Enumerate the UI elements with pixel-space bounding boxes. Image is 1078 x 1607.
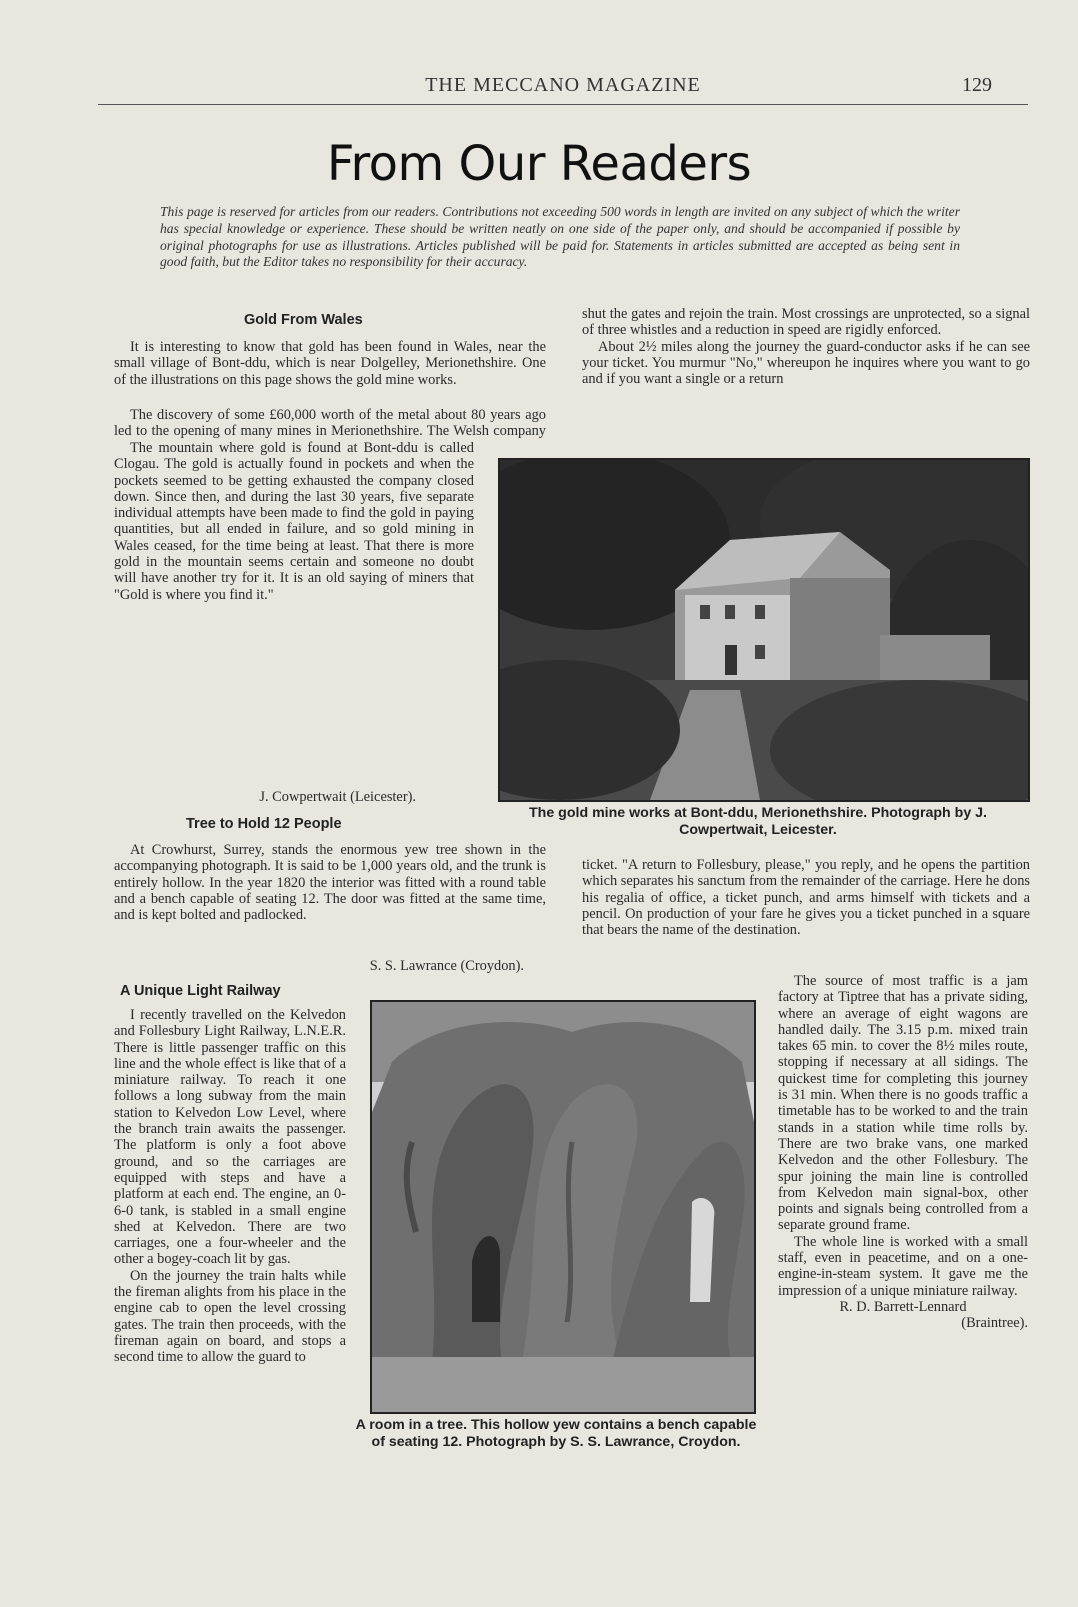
railway-col2-middle [582, 857, 1030, 938]
railway-col1-text [114, 1007, 346, 1366]
railway-col2-right [778, 973, 1028, 1332]
gold-text-narrow [114, 440, 474, 603]
railway-signature-place: (Braintree). [961, 1315, 1028, 1332]
railway-col2-paragraph-5: The whole line is worked with a small staff, even in peacetime, and on a one-engine-in-steam system. It gave me the impression of a unique miniature railway. [778, 1233, 1028, 1299]
gold-intro-text [114, 339, 546, 388]
page-title: From Our Readers [326, 136, 752, 192]
railway-col2-paragraph-2: About 2½ miles along the journey the guard-conductor asks if he can see your ticket. You murmur "No," whereupon he inquires where you want to go and if you want a single or a return [582, 338, 1030, 388]
gold-paragraph-1: It is interesting to know that gold has been found in Wales, near the small village of Bont-ddu, which is near Dolgelley, Merionethshire. One of the illustrations on this page shows the gold mine works. [114, 339, 546, 388]
railway-heading: A Unique Light Railway [120, 983, 281, 999]
page-header [98, 74, 1028, 105]
railway-signature: R. D. Barrett-Lennard [839, 1298, 967, 1315]
gold-mine-image [500, 460, 1028, 800]
yew-tree-image [372, 1002, 754, 1412]
page-number: 129 [962, 74, 992, 96]
railway-paragraph-2: On the journey the train halts while the fireman alights from his place in the engine cab to open the level crossing gates. The train then proceeds, with the fireman again on board, and stops a second time to allow the guard to [114, 1267, 346, 1366]
tree-paragraph-1: At Crowhurst, Surrey, stands the enormous yew tree shown in the accompanying photograph. It is said to be 1,000 years old, and the trunk is entirely hollow. In the year 1820 the interior was fitted with a round table and a bench capable of seating 12. The door was fitted at the same time, and is kept bolted and padlocked. [114, 842, 546, 924]
tree-signature: S. S. Lawrance (Croydon). [369, 958, 524, 974]
tree-photo [370, 1000, 756, 1414]
railway-paragraph-1: I recently travelled on the Kelvedon and Follesbury Light Railway, L.N.E.R. There is little passenger traffic on this line and the whole effect is like that of a miniature railway. To reach it one follows a long subway from the main station to Kelvedon Low Level, where the branch train awaits the passenger. The platform is only a foot above ground, and so the carriages are equipped with steps and have a platform at each end. The engine, an 0-6-0 tank, is stabled in a small engine shed at Kelvedon. There are two carriages, one a four-wheeler and the other a bogey-coach lit by gas. [114, 1007, 346, 1268]
gold-text-wide [114, 407, 546, 441]
railway-col2-paragraph-4: The source of most traffic is a jam factory at Tiptree that has a private siding, where an average of eight wagons are handled daily. The 3.15 p.m. mixed train takes 65 min. to cover the 8½ miles route, stopping if necessary at all sidings. The quickest time for completing this journey is 31 min. When there is no goods traffic a timetable has to be worked to and the train stands in a station while time rolls by. There are two brake vans, one marked Kelvedon and the other Follesbury. The spur joining the main line is controlled from Kelvedon main signal-box, other points and signals being controlled from a separate ground frame. [778, 973, 1028, 1234]
intro-text: This page is reserved for articles from our readers. Contributions not exceeding 500 words in length are invited on any subject of which the writer has special knowledge or experience. These should be written neatly on one side of the paper only, and should be accompanied if possible by original photographs for use as illustrations. Articles published will be paid for. Statements in articles submitted are accepted as being sent in good faith, but the Editor takes no responsibility for their accuracy. [160, 204, 960, 270]
gold-caption: The gold mine works at Bont-ddu, Merionethshire. Photograph by J. Cowpertwait, Leicester. [529, 805, 987, 838]
tree-caption: A room in a tree. This hollow yew contains a bench capable of seating 12. Photograph by S. S. Lawrance, Croydon. [355, 1417, 757, 1450]
tree-text [114, 842, 546, 923]
gold-mine-photo [498, 458, 1030, 802]
railway-col2-top [582, 306, 1030, 387]
gold-paragraph-2: The discovery of some £60,000 worth of the metal about 80 years ago led to the opening of many mines in Merionethshire. The Welsh company [114, 407, 546, 440]
gold-signature: J. Cowpertwait (Leicester). [259, 789, 416, 805]
gold-paragraph-3: The mountain where gold is found at Bont-ddu is called Clogau. The gold is actually found in pockets and when the pockets seemed to be getting exhausted the company closed down. Since then, and during the last 30 years, five separate individual attempts have been made to find the gold in paying quantities, but all ended in failure, and so gold mining in Wales ceased, for the time being at least. That there is more gold in the mountain seems certain and someone no doubt will have another try for it. It is an old saying of miners that "Gold is where you find it." [114, 440, 474, 603]
magazine-title: THE MECCANO MAGAZINE [425, 74, 701, 96]
gold-heading: Gold From Wales [244, 312, 363, 328]
tree-heading: Tree to Hold 12 People [186, 816, 342, 832]
railway-col2-paragraph-3: ticket. "A return to Follesbury, please," you reply, and he opens the partition which separates his sanctum from the remainder of the carriage. Here he dons his regalia of office, a ticket punch, and arms himself with tickets and a pencil. On production of your fare he gives you a ticket punched in a square that bears the name of the destination. [582, 857, 1030, 939]
railway-col2-paragraph-1: shut the gates and rejoin the train. Most crossings are unprotected, so a signal of three whistles and a reduction in speed are rigidly enforced. [582, 306, 1030, 339]
